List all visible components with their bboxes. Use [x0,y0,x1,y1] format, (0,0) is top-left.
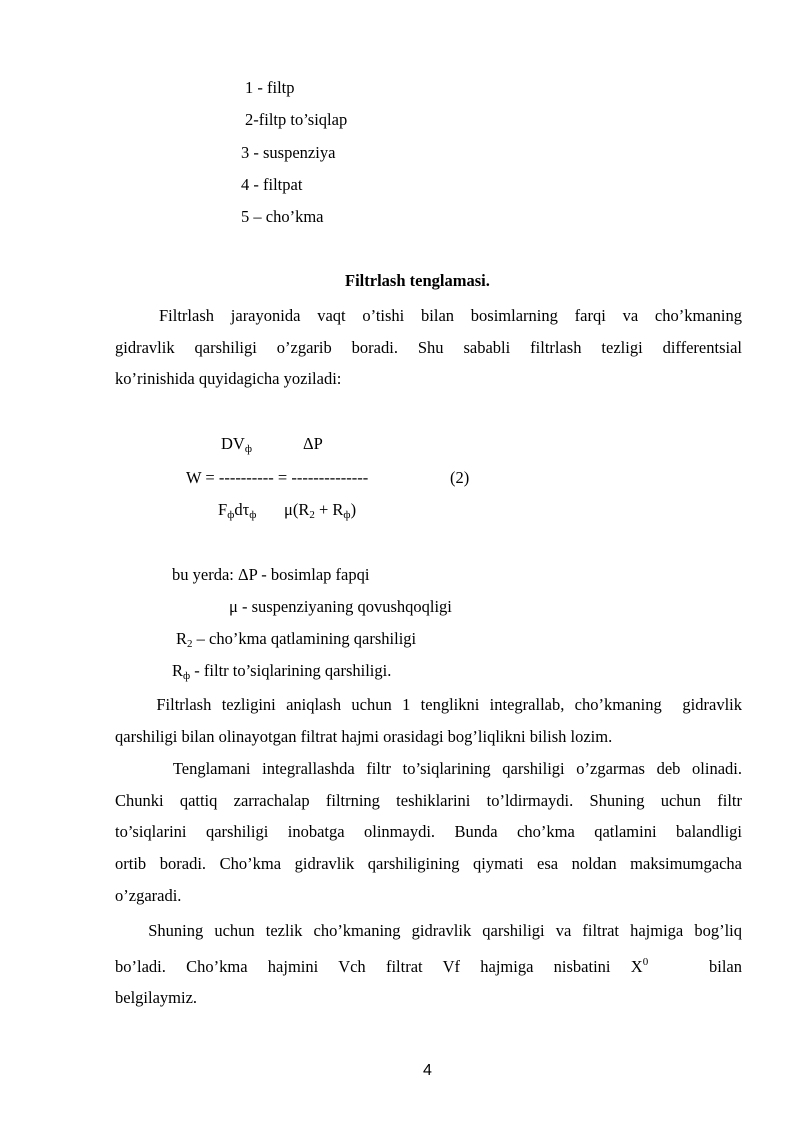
formula-number: (2) [450,468,470,487]
paragraph-line: Tenglamani integrallashda filtr to’siqlarining qarshiligi o’zgarmas deb olinadi. [115,759,742,778]
paragraph-line: belgilaymiz. [115,988,198,1008]
paragraph-line: o’zgaradi. [115,885,182,905]
paragraph-line: Shuning uchun tezlik cho’kmaning gidravlik qarshiligi va filtrat hajmiga bog’liq [115,921,742,940]
formula-main-line: W = ---------- = -------------- [186,468,369,487]
legend-item-5: 5 – cho’kma [241,207,324,226]
page-number: 4 [423,1062,432,1079]
paragraph-line: qarshiligi bilan olinayotgan filtrat hajmi orasidagi bog’liqlikni bilish lozim. [115,726,613,746]
formula-numerator-2: ΔP [303,434,323,453]
definition-rf: $R_ф$ - filtr to’siqlarining qarshiligi. [172,661,392,682]
legend-item-3: 3 - suspenziya [241,143,336,162]
legend-item-4: 4 - filtpat [241,175,303,194]
legend-item-2: 2-filtp to’siqlap [245,110,348,129]
definition-mu: μ - suspenziyaning qovushqoqligi [229,597,452,616]
formula-denominator-1: $F_фd\tau_ф$ [218,500,257,521]
paragraph-intro [115,300,742,395]
section-title: Filtrlash tenglamasi. [345,271,490,290]
legend-item-1: 1 - filtp [245,78,295,97]
paragraph-line: ko’rinishida quyidagicha yoziladi: [115,369,342,389]
paragraph-line: to’siqlarini qarshiligi inobatga olinmaydi. Bunda cho’kma qatlamini balandligi [115,822,742,842]
formula-numerator-1: $DV_ф$ [221,434,252,455]
paragraph-ratio [115,915,742,1014]
definition-r2: $R_2$ – cho’kma qatlamining qarshiligi [176,629,417,650]
paragraph-line: gidravlik qarshiligi o’zgarib boradi. Shu sababli filtrlash tezligi differentsial [115,337,742,357]
paragraph-resistance [115,753,742,912]
paragraph-line: Chunki qattiq zarrachalap filtrning teshiklarini to’ldirmaydi. Shuning uchun filtr [115,790,742,810]
paragraph-line: Filtrlash jarayonida vaqt o’tishi bilan bosimlarning farqi va cho’kmaning [159,306,742,325]
paragraph-line: ortib boradi. Cho’kma gidravlik qarshiligining qiymati esa noldan maksimumgacha [115,854,742,874]
definition-delta-p: bu yerda: ΔP - bosimlap fapqi [172,565,370,584]
formula-denominator-2: $\mu(R_2 + R_ф)$ [284,500,357,521]
paragraph-line: bo’ladi. Cho’kma hajmini Vch filtrat Vf hajmiga nisbatini $X^0$ bilan [115,955,743,976]
paragraph-integration [115,689,742,752]
paragraph-line: Filtrlash tezligini aniqlash uchun 1 tenglikni integrallab, cho’kmaning gidravlik [115,695,742,714]
